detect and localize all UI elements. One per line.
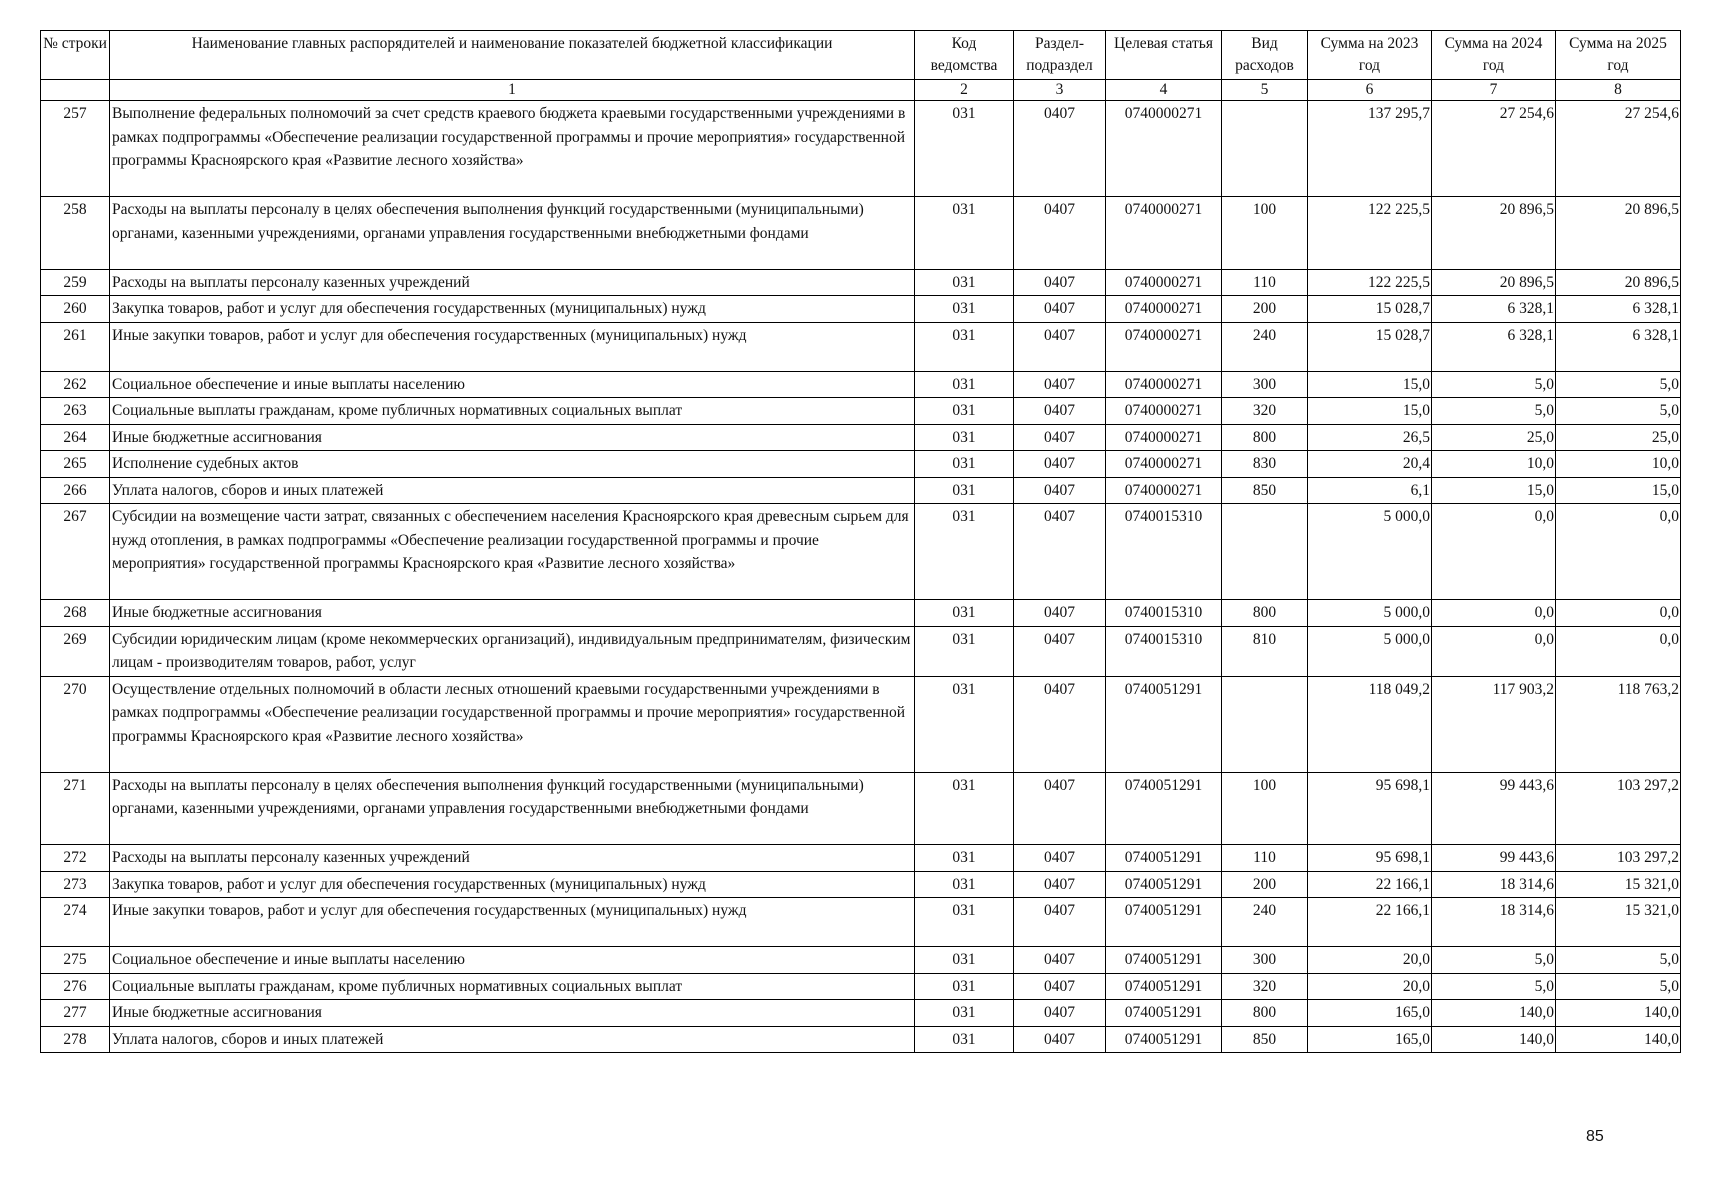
table-row <box>41 269 1681 296</box>
row-dept-code: 031 <box>915 296 1014 323</box>
table-row <box>41 477 1681 504</box>
row-sum-2024: 140,0 <box>1432 1000 1556 1027</box>
row-sum-2024: 5,0 <box>1432 973 1556 1000</box>
row-name: Закупка товаров, работ и услуг для обеспечения государственных (муниципальных) нужд <box>110 296 915 323</box>
row-sum-2024: 20 896,5 <box>1432 269 1556 296</box>
row-sum-2024: 6 328,1 <box>1432 322 1556 371</box>
row-section: 0407 <box>1014 296 1106 323</box>
row-dept-code: 031 <box>915 600 1014 627</box>
table-row <box>41 371 1681 398</box>
row-sum-2024: 99 443,6 <box>1432 772 1556 845</box>
column-number: 4 <box>1106 80 1222 101</box>
row-sum-2023: 20,0 <box>1308 947 1432 974</box>
page-number: 85 <box>1586 1128 1604 1145</box>
row-target: 0740000271 <box>1106 197 1222 270</box>
row-number: 266 <box>41 477 110 504</box>
row-target: 0740000271 <box>1106 269 1222 296</box>
row-target: 0740051291 <box>1106 845 1222 872</box>
row-sum-2025: 0,0 <box>1556 600 1681 627</box>
row-section: 0407 <box>1014 269 1106 296</box>
row-expense-type <box>1222 101 1308 197</box>
row-section: 0407 <box>1014 451 1106 478</box>
row-sum-2025: 15 321,0 <box>1556 898 1681 947</box>
row-target: 0740000271 <box>1106 477 1222 504</box>
row-dept-code: 031 <box>915 269 1014 296</box>
table-row <box>41 626 1681 676</box>
row-section: 0407 <box>1014 504 1106 600</box>
row-number: 258 <box>41 197 110 270</box>
row-sum-2025: 15 321,0 <box>1556 871 1681 898</box>
row-target: 0740000271 <box>1106 296 1222 323</box>
row-sum-2023: 137 295,7 <box>1308 101 1432 197</box>
row-sum-2024: 10,0 <box>1432 451 1556 478</box>
header-dept-code: Код ведомства <box>915 31 1014 80</box>
row-expense-type: 800 <box>1222 424 1308 451</box>
row-sum-2024: 140,0 <box>1432 1026 1556 1053</box>
row-section: 0407 <box>1014 898 1106 947</box>
row-target: 0740015310 <box>1106 600 1222 627</box>
row-target: 0740051291 <box>1106 1026 1222 1053</box>
row-dept-code: 031 <box>915 973 1014 1000</box>
row-number: 270 <box>41 676 110 772</box>
row-sum-2023: 6,1 <box>1308 477 1432 504</box>
row-number: 271 <box>41 772 110 845</box>
row-target: 0740051291 <box>1106 947 1222 974</box>
table-row <box>41 871 1681 898</box>
row-sum-2023: 165,0 <box>1308 1000 1432 1027</box>
table-row <box>41 600 1681 627</box>
row-sum-2025: 20 896,5 <box>1556 269 1681 296</box>
header-sum-2025: Сумма на 2025 год <box>1556 31 1681 80</box>
row-expense-type: 800 <box>1222 600 1308 627</box>
header-name: Наименование главных распорядителей и наименование показателей бюджетной классификации <box>110 31 915 80</box>
column-number: 5 <box>1222 80 1308 101</box>
row-sum-2024: 15,0 <box>1432 477 1556 504</box>
row-target: 0740051291 <box>1106 973 1222 1000</box>
row-target: 0740000271 <box>1106 424 1222 451</box>
row-dept-code: 031 <box>915 398 1014 425</box>
row-name: Расходы на выплаты персоналу казенных учреждений <box>110 845 915 872</box>
row-sum-2023: 20,4 <box>1308 451 1432 478</box>
row-expense-type: 850 <box>1222 1026 1308 1053</box>
row-sum-2024: 5,0 <box>1432 371 1556 398</box>
row-sum-2023: 122 225,5 <box>1308 269 1432 296</box>
row-target: 0740051291 <box>1106 898 1222 947</box>
row-name: Иные закупки товаров, работ и услуг для обеспечения государственных (муниципальных) нужд <box>110 322 915 371</box>
header-sum-2024: Сумма на 2024 год <box>1432 31 1556 80</box>
row-name: Иные бюджетные ассигнования <box>110 424 915 451</box>
row-sum-2024: 20 896,5 <box>1432 197 1556 270</box>
row-section: 0407 <box>1014 676 1106 772</box>
row-expense-type: 850 <box>1222 477 1308 504</box>
row-sum-2025: 0,0 <box>1556 626 1681 676</box>
row-dept-code: 031 <box>915 504 1014 600</box>
row-target: 0740000271 <box>1106 398 1222 425</box>
row-name: Субсидии на возмещение части затрат, связанных с обеспечением населения Красноярского края древесным сырьем для нужд отопления, в рамках подпрограммы «Обеспечение реализации государственной программы и прочие мероприятия» государственной программы Красноярского края «Развитие лесного хозяйства» <box>110 504 915 600</box>
row-expense-type: 320 <box>1222 973 1308 1000</box>
row-number: 263 <box>41 398 110 425</box>
row-section: 0407 <box>1014 772 1106 845</box>
row-name: Выполнение федеральных полномочий за счет средств краевого бюджета краевыми государственными учреждениями в рамках подпрограммы «Обеспечение реализации государственной программы и прочие мероприятия» государственной программы Красноярского края «Развитие лесного хозяйства» <box>110 101 915 197</box>
row-name: Социальное обеспечение и иные выплаты населению <box>110 371 915 398</box>
row-dept-code: 031 <box>915 676 1014 772</box>
row-sum-2024: 117 903,2 <box>1432 676 1556 772</box>
row-name: Расходы на выплаты персоналу в целях обеспечения выполнения функций государственными (муниципальными) органами, казенными учреждениями, органами управления государственными внебюджетными фондами <box>110 772 915 845</box>
row-expense-type: 320 <box>1222 398 1308 425</box>
row-name: Иные закупки товаров, работ и услуг для обеспечения государственных (муниципальных) нужд <box>110 898 915 947</box>
table-row <box>41 947 1681 974</box>
row-number: 257 <box>41 101 110 197</box>
row-dept-code: 031 <box>915 1026 1014 1053</box>
row-target: 0740051291 <box>1106 871 1222 898</box>
row-expense-type: 830 <box>1222 451 1308 478</box>
row-section: 0407 <box>1014 947 1106 974</box>
row-sum-2025: 5,0 <box>1556 371 1681 398</box>
row-sum-2025: 6 328,1 <box>1556 322 1681 371</box>
row-expense-type: 200 <box>1222 871 1308 898</box>
table-row <box>41 1000 1681 1027</box>
row-number: 261 <box>41 322 110 371</box>
row-sum-2025: 0,0 <box>1556 504 1681 600</box>
row-sum-2025: 140,0 <box>1556 1000 1681 1027</box>
row-target: 0740015310 <box>1106 504 1222 600</box>
row-sum-2023: 5 000,0 <box>1308 600 1432 627</box>
row-sum-2023: 15,0 <box>1308 398 1432 425</box>
row-dept-code: 031 <box>915 197 1014 270</box>
row-number: 268 <box>41 600 110 627</box>
row-section: 0407 <box>1014 371 1106 398</box>
row-sum-2024: 99 443,6 <box>1432 845 1556 872</box>
row-sum-2025: 10,0 <box>1556 451 1681 478</box>
header-sum-2023: Сумма на 2023 год <box>1308 31 1432 80</box>
row-name: Уплата налогов, сборов и иных платежей <box>110 1026 915 1053</box>
table-row <box>41 772 1681 845</box>
table-row <box>41 1026 1681 1053</box>
row-section: 0407 <box>1014 477 1106 504</box>
row-target: 0740000271 <box>1106 371 1222 398</box>
row-expense-type <box>1222 504 1308 600</box>
row-dept-code: 031 <box>915 424 1014 451</box>
row-section: 0407 <box>1014 845 1106 872</box>
row-expense-type: 300 <box>1222 947 1308 974</box>
row-sum-2025: 5,0 <box>1556 398 1681 425</box>
row-sum-2023: 95 698,1 <box>1308 772 1432 845</box>
row-sum-2023: 15 028,7 <box>1308 322 1432 371</box>
row-section: 0407 <box>1014 1000 1106 1027</box>
row-sum-2023: 5 000,0 <box>1308 626 1432 676</box>
row-target: 0740000271 <box>1106 101 1222 197</box>
row-sum-2024: 25,0 <box>1432 424 1556 451</box>
row-sum-2023: 20,0 <box>1308 973 1432 1000</box>
row-target: 0740015310 <box>1106 626 1222 676</box>
row-sum-2025: 103 297,2 <box>1556 772 1681 845</box>
row-sum-2025: 118 763,2 <box>1556 676 1681 772</box>
row-expense-type: 810 <box>1222 626 1308 676</box>
row-number: 275 <box>41 947 110 974</box>
row-dept-code: 031 <box>915 451 1014 478</box>
row-expense-type <box>1222 676 1308 772</box>
row-dept-code: 031 <box>915 477 1014 504</box>
row-number: 278 <box>41 1026 110 1053</box>
row-name: Социальные выплаты гражданам, кроме публичных нормативных социальных выплат <box>110 973 915 1000</box>
row-sum-2025: 25,0 <box>1556 424 1681 451</box>
row-dept-code: 031 <box>915 322 1014 371</box>
row-sum-2024: 27 254,6 <box>1432 101 1556 197</box>
row-expense-type: 110 <box>1222 845 1308 872</box>
row-section: 0407 <box>1014 197 1106 270</box>
column-number: 6 <box>1308 80 1432 101</box>
row-expense-type: 240 <box>1222 322 1308 371</box>
row-sum-2025: 5,0 <box>1556 947 1681 974</box>
column-number: 1 <box>110 80 915 101</box>
row-number: 276 <box>41 973 110 1000</box>
column-number: 7 <box>1432 80 1556 101</box>
header-target: Целевая статья <box>1106 31 1222 80</box>
row-sum-2025: 15,0 <box>1556 477 1681 504</box>
budget-table <box>40 30 1681 1053</box>
row-section: 0407 <box>1014 600 1106 627</box>
table-row <box>41 676 1681 772</box>
header-expense-type: Вид расходов <box>1222 31 1308 80</box>
row-expense-type: 110 <box>1222 269 1308 296</box>
row-sum-2024: 0,0 <box>1432 504 1556 600</box>
row-number: 259 <box>41 269 110 296</box>
row-target: 0740051291 <box>1106 1000 1222 1027</box>
row-expense-type: 800 <box>1222 1000 1308 1027</box>
row-section: 0407 <box>1014 626 1106 676</box>
table-row <box>41 424 1681 451</box>
table-row <box>41 973 1681 1000</box>
table-row <box>41 296 1681 323</box>
row-sum-2024: 5,0 <box>1432 947 1556 974</box>
row-sum-2023: 118 049,2 <box>1308 676 1432 772</box>
row-number: 265 <box>41 451 110 478</box>
row-sum-2023: 5 000,0 <box>1308 504 1432 600</box>
table-body <box>41 101 1681 1053</box>
row-name: Расходы на выплаты персоналу казенных учреждений <box>110 269 915 296</box>
row-dept-code: 031 <box>915 1000 1014 1027</box>
table-row <box>41 845 1681 872</box>
row-name: Расходы на выплаты персоналу в целях обеспечения выполнения функций государственными (муниципальными) органами, казенными учреждениями, органами управления государственными внебюджетными фондами <box>110 197 915 270</box>
table-header <box>41 31 1681 101</box>
row-number: 277 <box>41 1000 110 1027</box>
row-sum-2023: 95 698,1 <box>1308 845 1432 872</box>
row-target: 0740051291 <box>1106 772 1222 845</box>
row-name: Субсидии юридическим лицам (кроме некоммерческих организаций), индивидуальным предпринимателям, физическим лицам - производителям товаров, работ, услуг <box>110 626 915 676</box>
row-number: 269 <box>41 626 110 676</box>
table-row <box>41 197 1681 270</box>
row-section: 0407 <box>1014 398 1106 425</box>
column-number: 8 <box>1556 80 1681 101</box>
row-sum-2024: 5,0 <box>1432 398 1556 425</box>
row-sum-2023: 165,0 <box>1308 1026 1432 1053</box>
row-sum-2023: 22 166,1 <box>1308 871 1432 898</box>
row-dept-code: 031 <box>915 626 1014 676</box>
row-expense-type: 200 <box>1222 296 1308 323</box>
row-number: 262 <box>41 371 110 398</box>
row-sum-2025: 103 297,2 <box>1556 845 1681 872</box>
table-row <box>41 504 1681 600</box>
row-target: 0740000271 <box>1106 451 1222 478</box>
row-dept-code: 031 <box>915 947 1014 974</box>
header-section: Раздел-подраздел <box>1014 31 1106 80</box>
row-sum-2024: 0,0 <box>1432 600 1556 627</box>
row-name: Иные бюджетные ассигнования <box>110 1000 915 1027</box>
row-name: Социальные выплаты гражданам, кроме публичных нормативных социальных выплат <box>110 398 915 425</box>
budget-table-sheet <box>40 30 1681 1053</box>
row-name: Социальное обеспечение и иные выплаты населению <box>110 947 915 974</box>
row-dept-code: 031 <box>915 898 1014 947</box>
row-dept-code: 031 <box>915 371 1014 398</box>
row-expense-type: 300 <box>1222 371 1308 398</box>
row-sum-2025: 140,0 <box>1556 1026 1681 1053</box>
column-number <box>41 80 110 101</box>
row-sum-2023: 15,0 <box>1308 371 1432 398</box>
row-number: 272 <box>41 845 110 872</box>
row-section: 0407 <box>1014 973 1106 1000</box>
row-sum-2023: 22 166,1 <box>1308 898 1432 947</box>
row-dept-code: 031 <box>915 845 1014 872</box>
row-sum-2025: 20 896,5 <box>1556 197 1681 270</box>
row-sum-2023: 15 028,7 <box>1308 296 1432 323</box>
row-sum-2025: 27 254,6 <box>1556 101 1681 197</box>
row-dept-code: 031 <box>915 101 1014 197</box>
table-row <box>41 898 1681 947</box>
header-row-no: № строки <box>41 31 110 80</box>
column-number: 2 <box>915 80 1014 101</box>
table-row <box>41 398 1681 425</box>
row-section: 0407 <box>1014 101 1106 197</box>
row-sum-2024: 0,0 <box>1432 626 1556 676</box>
row-name: Осуществление отдельных полномочий в области лесных отношений краевыми государственными учреждениями в рамках подпрограммы «Обеспечение реализации государственной программы и прочие мероприятия» государственной программы Красноярского края «Развитие лесного хозяйства» <box>110 676 915 772</box>
row-sum-2025: 5,0 <box>1556 973 1681 1000</box>
row-section: 0407 <box>1014 424 1106 451</box>
table-row <box>41 322 1681 371</box>
row-sum-2023: 26,5 <box>1308 424 1432 451</box>
row-name: Исполнение судебных актов <box>110 451 915 478</box>
table-row <box>41 101 1681 197</box>
row-section: 0407 <box>1014 1026 1106 1053</box>
row-number: 273 <box>41 871 110 898</box>
row-number: 264 <box>41 424 110 451</box>
row-section: 0407 <box>1014 322 1106 371</box>
row-expense-type: 240 <box>1222 898 1308 947</box>
row-number: 267 <box>41 504 110 600</box>
row-number: 260 <box>41 296 110 323</box>
row-name: Иные бюджетные ассигнования <box>110 600 915 627</box>
row-sum-2025: 6 328,1 <box>1556 296 1681 323</box>
row-sum-2024: 6 328,1 <box>1432 296 1556 323</box>
row-sum-2024: 18 314,6 <box>1432 871 1556 898</box>
column-number: 3 <box>1014 80 1106 101</box>
row-target: 0740051291 <box>1106 676 1222 772</box>
row-number: 274 <box>41 898 110 947</box>
column-number-row <box>41 80 1681 101</box>
row-dept-code: 031 <box>915 772 1014 845</box>
row-dept-code: 031 <box>915 871 1014 898</box>
row-expense-type: 100 <box>1222 197 1308 270</box>
row-target: 0740000271 <box>1106 322 1222 371</box>
row-name: Уплата налогов, сборов и иных платежей <box>110 477 915 504</box>
row-sum-2023: 122 225,5 <box>1308 197 1432 270</box>
table-row <box>41 451 1681 478</box>
row-section: 0407 <box>1014 871 1106 898</box>
row-sum-2024: 18 314,6 <box>1432 898 1556 947</box>
row-expense-type: 100 <box>1222 772 1308 845</box>
row-name: Закупка товаров, работ и услуг для обеспечения государственных (муниципальных) нужд <box>110 871 915 898</box>
